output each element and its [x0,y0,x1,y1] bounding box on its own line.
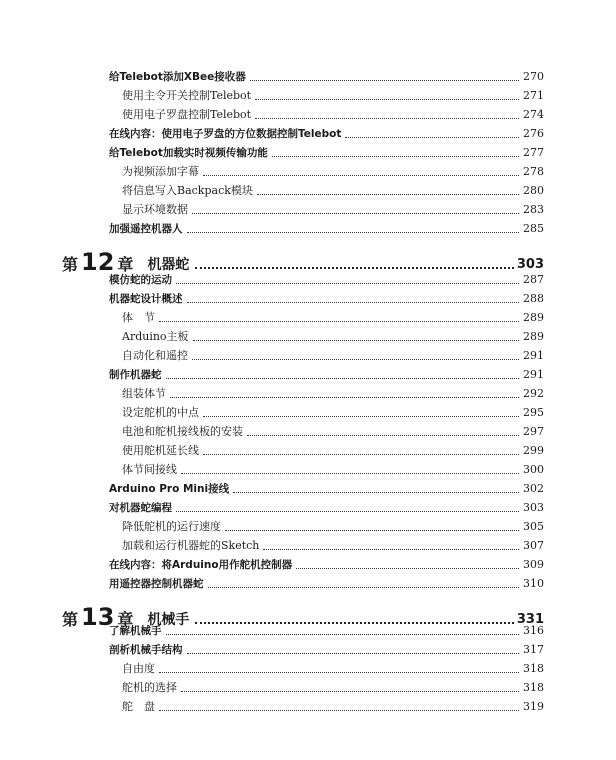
dot-leader [208,586,520,588]
dot-leader [159,671,519,673]
chapter-prefix: 第 [62,610,79,629]
entry-page-number: 319 [523,700,544,713]
dot-leader [176,510,519,512]
entry-page-number: 310 [523,577,544,590]
entry-page-number: 292 [523,387,544,400]
toc-subsection [122,662,544,676]
dot-leader [257,193,519,195]
dot-leader [192,212,519,214]
entry-title: 体节间接线 [122,463,177,476]
toc-subsection [122,89,544,103]
toc-subsection [122,203,544,217]
entry-title: 为视频添加字幕 [122,165,199,178]
toc-subsection [122,539,544,553]
dot-leader [250,79,519,81]
entry-title: 降低舵机的运行速度 [122,520,221,533]
dot-leader [193,339,519,341]
chapter-prefix: 第 [62,255,79,274]
entry-page-number: 283 [523,203,544,216]
entry-page-number: 291 [523,349,544,362]
toc-subsection [122,165,544,179]
toc-subsection [122,387,544,401]
toc-section [109,643,544,657]
entry-page-number: 285 [523,222,544,235]
entry-page-number: 278 [523,165,544,178]
toc-section [109,146,544,160]
dot-leader [203,415,519,417]
entry-page-number: 271 [523,89,544,102]
entry-page-number: 291 [523,368,544,381]
entry-page-number: 276 [523,127,544,140]
entry-title: 舵 盘 [122,700,155,713]
toc-subsection [122,444,544,458]
dot-leader [247,434,519,436]
entry-title: 舵机的选择 [122,681,177,694]
toc-section [109,368,544,382]
toc-subsection [122,311,544,325]
dot-leader [195,266,513,269]
entry-page-number: 318 [523,662,544,675]
toc-subsection [122,425,544,439]
toc-section [109,624,544,638]
dot-leader [166,377,520,379]
entry-title: 给Telebot加载实时视频传输功能 [109,147,268,159]
dot-leader [181,472,519,474]
entry-title: 使用舵机延长线 [122,444,199,457]
entry-page-number: 302 [523,482,544,495]
entry-title: 对机器蛇编程 [109,502,172,514]
dot-leader [263,548,519,550]
dot-leader [296,567,519,569]
entry-title: 剖析机械手结构 [109,644,183,656]
entry-title: 加强遥控机器人 [109,223,183,235]
toc-section [109,558,544,572]
toc-section [109,482,544,496]
dot-leader [192,358,519,360]
dot-leader [159,709,519,711]
chapter-number: 13 [81,603,115,631]
entry-title: 在线内容：使用电子罗盘的方位数据控制Telebot [109,128,342,140]
entry-page-number: 307 [523,539,544,552]
toc-subsection [122,681,544,695]
entry-title: 在线内容：将Arduino用作舵机控制器 [109,559,293,571]
toc-section [109,501,544,515]
dot-leader [255,117,519,119]
chapter-title: 机械手 [147,612,190,628]
dot-leader [181,690,519,692]
toc-section [109,273,544,287]
entry-page-number: 316 [523,624,544,637]
entry-page-number: 309 [523,558,544,571]
entry-page-number: 299 [523,444,544,457]
entry-title: 使用主令开关控制Telebot [122,89,252,102]
entry-title: 自由度 [122,662,155,675]
dot-leader [225,529,519,531]
entry-page-number: 274 [523,108,544,121]
dot-leader [187,301,520,303]
entry-page-number: 317 [523,643,544,656]
dot-leader [272,155,519,157]
entry-title: 自动化和遥控 [122,349,188,362]
entry-page-number: 305 [523,520,544,533]
entry-title: 设定舵机的中点 [122,406,199,419]
entry-page-number: 288 [523,292,544,305]
dot-leader [233,491,519,493]
entry-page-number: 297 [523,425,544,438]
toc-subsection [122,184,544,198]
toc-section [109,127,544,141]
toc-subsection [122,349,544,363]
entry-title: 了解机械手 [109,625,162,637]
chapter-title: 机器蛇 [147,257,190,273]
entry-title: 将信息写入Backpack模块 [122,184,253,197]
dot-leader [203,174,519,176]
dot-leader [187,652,520,654]
entry-page-number: 303 [523,501,544,514]
entry-title: 体 节 [122,311,155,324]
toc-subsection [122,330,544,344]
dot-leader [255,98,519,100]
dot-leader [187,231,520,233]
entry-title: Arduino主板 [122,330,189,343]
entry-page-number: 280 [523,184,544,197]
entry-page-number: 270 [523,70,544,83]
dot-leader [176,282,519,284]
entry-title: 显示环境数据 [122,203,188,216]
chapter-suffix: 章 [117,610,134,629]
dot-leader [203,453,519,455]
entry-title: 组装体节 [122,387,166,400]
toc-section [109,70,544,84]
entry-title: 使用电子罗盘控制Telebot [122,108,252,121]
entry-title: 机器蛇设计概述 [109,293,183,305]
entry-page-number: 318 [523,681,544,694]
dot-leader [166,633,520,635]
toc-subsection [122,406,544,420]
chapter-number: 12 [81,248,115,276]
entry-title: Arduino Pro Mini接线 [109,483,230,495]
toc-section [109,292,544,306]
entry-title: 用遥控器控制机器蛇 [109,578,204,590]
dot-leader [159,320,519,322]
entry-page-number: 289 [523,330,544,343]
entry-page-number: 300 [523,463,544,476]
entry-title: 模仿蛇的运动 [109,274,172,286]
dot-leader [170,396,519,398]
chapter-heading [62,246,544,274]
dot-leader [345,136,519,138]
entry-title: 给Telebot添加XBee接收器 [109,71,246,83]
entry-title: 电池和舵机接线板的安装 [122,425,243,438]
toc-subsection [122,700,544,714]
chapter-page-number: 331 [516,612,544,627]
entry-title: 加载和运行机器蛇的Sketch [122,539,260,552]
toc-section [109,222,544,236]
toc-subsection [122,108,544,122]
toc-subsection [122,463,544,477]
entry-page-number: 289 [523,311,544,324]
entry-page-number: 277 [523,146,544,159]
chapter-suffix: 章 [117,255,134,274]
toc-section [109,577,544,591]
entry-title: 制作机器蛇 [109,369,162,381]
toc-subsection [122,520,544,534]
entry-page-number: 295 [523,406,544,419]
chapter-page-number: 303 [516,257,544,272]
entry-page-number: 287 [523,273,544,286]
